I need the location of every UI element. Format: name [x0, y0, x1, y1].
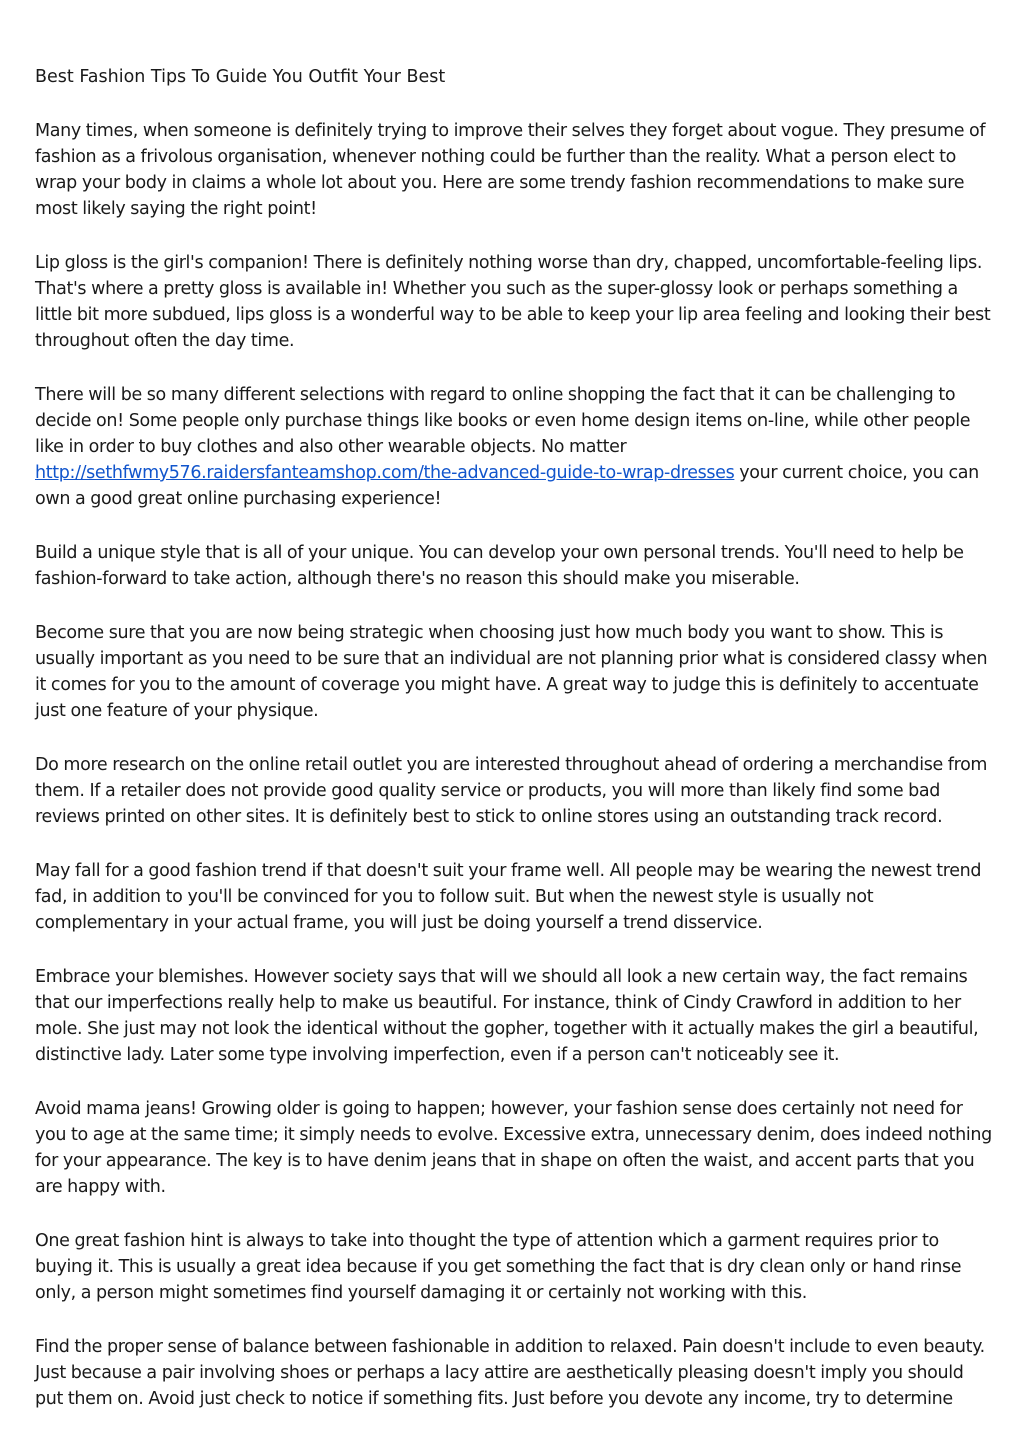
paragraph-3-before: There will be so many different selections with regard to online shopping the fact that it can be challenging to decide on! Some people only purchase things like books or even home design items on-line, while other people like in order to buy clothes and also other wearable objects. No matter: [35, 385, 971, 457]
paragraph-8: Embrace your blemishes. However society says that will we should all look a new certain way, the fact remains that our imperfections really help to make us beautiful. For instance, think of Cindy Crawford in addition to her mole. She just may not look the identical without the gopher, together with it actually makes the girl a beautiful, distinctive lady. Later some type involving imperfection, even if a person can't noticeably see it.: [35, 967, 979, 1065]
document-title: Best Fashion Tips To Guide You Outfit Your Best: [35, 67, 446, 87]
paragraph-10: One great fashion hint is always to take into thought the type of attention which a garment requires prior to buying it. This is usually a great idea because if you get something the fact that is dry clean only or hand rinse only, a person might sometimes find yourself damaging it or certainly not working with this.: [35, 1231, 962, 1303]
paragraph-5: Become sure that you are now being strategic when choosing just how much body you want to show. This is usually important as you need to be sure that an individual are not planning prior what is considered classy when it comes for you to the amount of coverage you might have. A great way to judge this is definitely to accentuate just one feature of your physique.: [35, 623, 988, 721]
paragraph-3: [35, 382, 993, 512]
paragraph-9: Avoid mama jeans! Growing older is going to happen; however, your fashion sense does certainly not need for you to age at the same time; it simply needs to evolve. Excessive extra, unnecessary denim, does indeed nothing for your appearance. The key is to have denim jeans that in shape on often the waist, and accent parts that you are happy with.: [35, 1099, 992, 1197]
paragraph-3-after: your current choice, you can own a good great online purchasing experience!: [35, 463, 979, 509]
paragraph-1: Many times, when someone is definitely trying to improve their selves they forget about vogue. They presume of fashion as a frivolous organisation, whenever nothing could be further than the reality. What a person elect to wrap your body in claims a whole lot about you. Here are some trendy fashion recommendations to make sure most likely saying the right point!: [35, 121, 986, 219]
paragraph-2: Lip gloss is the girl's companion! There is definitely nothing worse than dry, chapped, uncomfortable-feeling lips. That's where a pretty gloss is available in! Whether you such as the super-glossy look or perhaps something a little bit more subdued, lips gloss is a wonderful way to be able to keep your lip area feeling and looking their best throughout often the day time.: [35, 253, 991, 351]
document-page: [35, 64, 993, 1440]
paragraph-4: Build a unique style that is all of your unique. You can develop your own personal trends. You'll need to help be fashion-forward to take action, although there's no reason this should make you miserable.: [35, 543, 964, 589]
paragraph-7: May fall for a good fashion trend if that doesn't suit your frame well. All people may be wearing the newest trend fad, in addition to you'll be convinced for you to follow suit. But when the newest style is usually not complementary in your actual frame, you will just be doing yourself a trend disservice.: [35, 861, 982, 933]
paragraph-6: Do more research on the online retail outlet you are interested throughout ahead of ordering a merchandise from them. If a retailer does not provide good quality service or products, you will more than likely find some bad reviews printed on other sites. It is definitely best to stick to online stores using an outstanding track record.: [35, 755, 988, 827]
article-link[interactable]: http://sethfwmy576.raidersfanteamshop.com/the-advanced-guide-to-wrap-dresses: [35, 463, 735, 483]
paragraph-11: Find the proper sense of balance between fashionable in addition to relaxed. Pain doesn't include to even beauty. Just because a pair involving shoes or perhaps a lacy attire are aesthetically pleasing doesn't imply you should put them on. Avoid just check to notice if something fits. Just before you devote any income, try to determine: [35, 1337, 985, 1409]
